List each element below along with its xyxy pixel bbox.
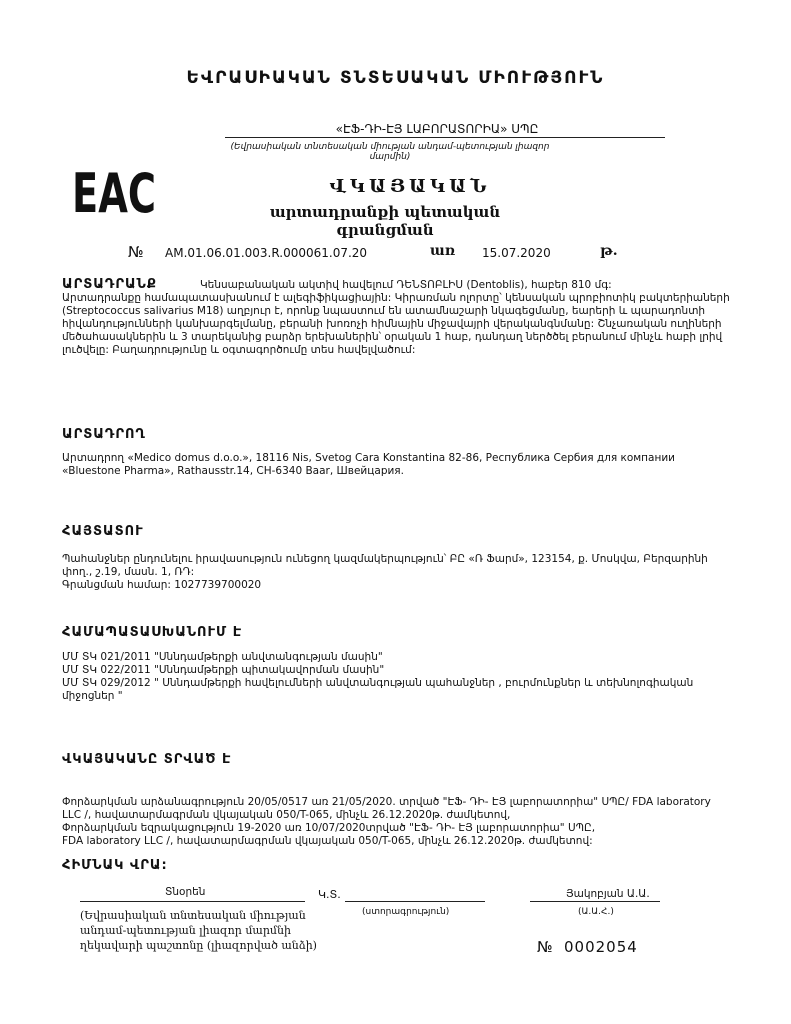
laboratory-name: «ԷՖ-ԴԻ-ԷՅ ԼԱԲՈՐԱՏՈՐԻԱ» ՍՊԸ: [335, 122, 539, 136]
certificate-title: ՎԿԱՅԱԿԱՆ: [329, 176, 491, 197]
position-line: [80, 901, 305, 902]
product-line: Արտադրանքը համապատասխանում է ալեգիֆիկացիային: Կիրառման ոլորտը՝ կենսական պրոբիոտիկ բակտերիաների: [62, 292, 730, 304]
applicant-line: Գրանցման համար: 1027739700020: [62, 579, 262, 591]
applicant-line: Պահանջներ ընդունելու իրավասություն ունեցող կազմակերպություն՝ ԲԸ «Ռ Ֆարմ», 123154, ք. Մոսկվա, Բերզարինի: [62, 553, 708, 565]
position-footer-line: ղեկավարի պաշտոնը (լիազորված անձի): [80, 939, 317, 952]
name-line: [530, 901, 660, 902]
from-label: առ: [430, 243, 456, 259]
issued-line: Փորձարկման եզրակացություն 19-2020 առ 10/07/2020տրված "ԷՖ- ԴԻ- ԷՅ լաբորատորիա" ՍՊԸ,: [62, 822, 596, 834]
conformity-line: միջոցներ ": [62, 690, 123, 702]
issued-line: LLC /, հավատարմագրման վկայական 050/T-065, մինչև 26.12.2020թ. ժամկետով,: [62, 809, 511, 821]
certificate-date: 15.07.2020: [482, 246, 551, 260]
laboratory-subtitle: (Եվրասիական տնտեսական միության անդամ-պետության լիազոր մարմին): [230, 142, 550, 162]
laboratory-underline: [225, 137, 665, 138]
signature-heading: ՀԻՄՆԱԿ ՎՐԱ:: [62, 858, 168, 873]
number-symbol: №: [128, 243, 144, 261]
applicant-heading: ՀԱՅՏԱՏՈՒ: [62, 524, 144, 539]
stamp-label: Կ.Տ.: [318, 888, 341, 901]
position-value: Տնօրեն: [165, 886, 206, 898]
manufacturer-line: Արտադրող «Medico domus d.o.o.», 18116 Nis, Svetog Cara Konstantina 82-86, Республика Сербия для компании: [62, 452, 675, 464]
product-line: Կենսաբանական ակտիվ հավելում ԴԵՆՏՈԲԼԻՍ (Dentoblis), հաբեր 810 մգ:: [200, 279, 612, 291]
name-caption: (Ա.Ա.Հ.): [578, 907, 614, 917]
serial-symbol: №: [537, 938, 553, 956]
product-line: մեծահասակներին և 3 տարեկանից բարձր երեխաներին՝ օրական 1 հաբ, դանդաղ ներծծել բերանում մինչև հաբի լրիվ: [62, 331, 723, 343]
product-heading: ԱՐՏԱԴՐԱՆՔ: [62, 277, 157, 292]
name-value: Յակոբյան Ա.Ա.: [566, 888, 650, 900]
year-suffix: թ.: [600, 243, 618, 259]
serial-number: 0002054: [564, 938, 638, 956]
conformity-line: ՄՄ ՏԿ 021/2011 "Սննդամթերքի անվտանգության մասին": [62, 651, 383, 663]
issued-line: FDA laboratory LLC /, հավատարմագրման վկայական 050/T-065, մինչև 26.12.2020թ. ժամկետով:: [62, 835, 593, 847]
manufacturer-heading: ԱՐՏԱԴՐՈՂ: [62, 427, 146, 442]
eac-logo: [70, 160, 160, 225]
position-footer-line: անդամ-պետության լիազոր մարմնի: [80, 924, 291, 937]
conformity-heading: ՀԱՄԱՊԱՏԱՍԽԱՆՈՒՄ Է: [62, 625, 243, 640]
conformity-line: ՄՄ ՏԿ 022/2011 "Սննդամթերքի պիտակավորման մասին": [62, 664, 385, 676]
signature-line: [345, 901, 485, 902]
union-title: ԵՎՐԱՍԻԱԿԱՆ ՏՆՏԵՍԱԿԱՆ ՄԻՈՒԹՅՈՒՆ: [186, 68, 605, 88]
conformity-line: ՄՄ ՏԿ 029/2012 " Սննդամթերքի հավելումների անվտանգության պահանջներ , բուրմունքներ և տեխնոլոգիական: [62, 677, 694, 689]
eac-logo-mark: [70, 160, 160, 225]
certificate-subtitle: արտադրանքի պետական գրանցման: [269, 203, 501, 239]
eac-logo-text: ЕАС: [72, 162, 156, 225]
position-footer-line: (Եվրասիական տնտեսական միության: [80, 909, 306, 922]
product-line: լուծվելը: Բաղադրությունը և օգտագործումը տես հավելվածում:: [62, 344, 416, 356]
certificate-number: AM.01.06.01.003.R.000061.07.20: [165, 246, 368, 260]
applicant-line: փող., շ.19, մասն. 1, ՌԴ:: [62, 566, 195, 578]
issued-line: Փորձարկման արձանագրություն 20/05/0517 առ 21/05/2020. տրված "ԷՖ- ԴԻ- ԷՅ լաբորատորիա" ՍՊԸ/ FDA laboratory: [62, 796, 711, 808]
manufacturer-line: «Bluestone Pharma», Rathausstr.14, CH-6340 Baar, Швейцария.: [62, 465, 404, 477]
product-line: հիվանդությունների կանխարգելմանը, բերանի խոռոչի հիմնային միջավայրի վերականգնմանը: Շնչառական ուղիների: [62, 318, 722, 330]
signature-caption: (ստորագրություն): [362, 907, 450, 917]
product-line: (Streptococcus salivarius M18) աղբյուր է, որոնք նպաստում են ատամնաշարի նկագեցմանը, եարերի և պարադոնտի: [62, 305, 706, 317]
issued-heading: ՎԿԱՅԱԿԱՆԸ ՏՐՎԱԾ Է: [62, 752, 232, 767]
